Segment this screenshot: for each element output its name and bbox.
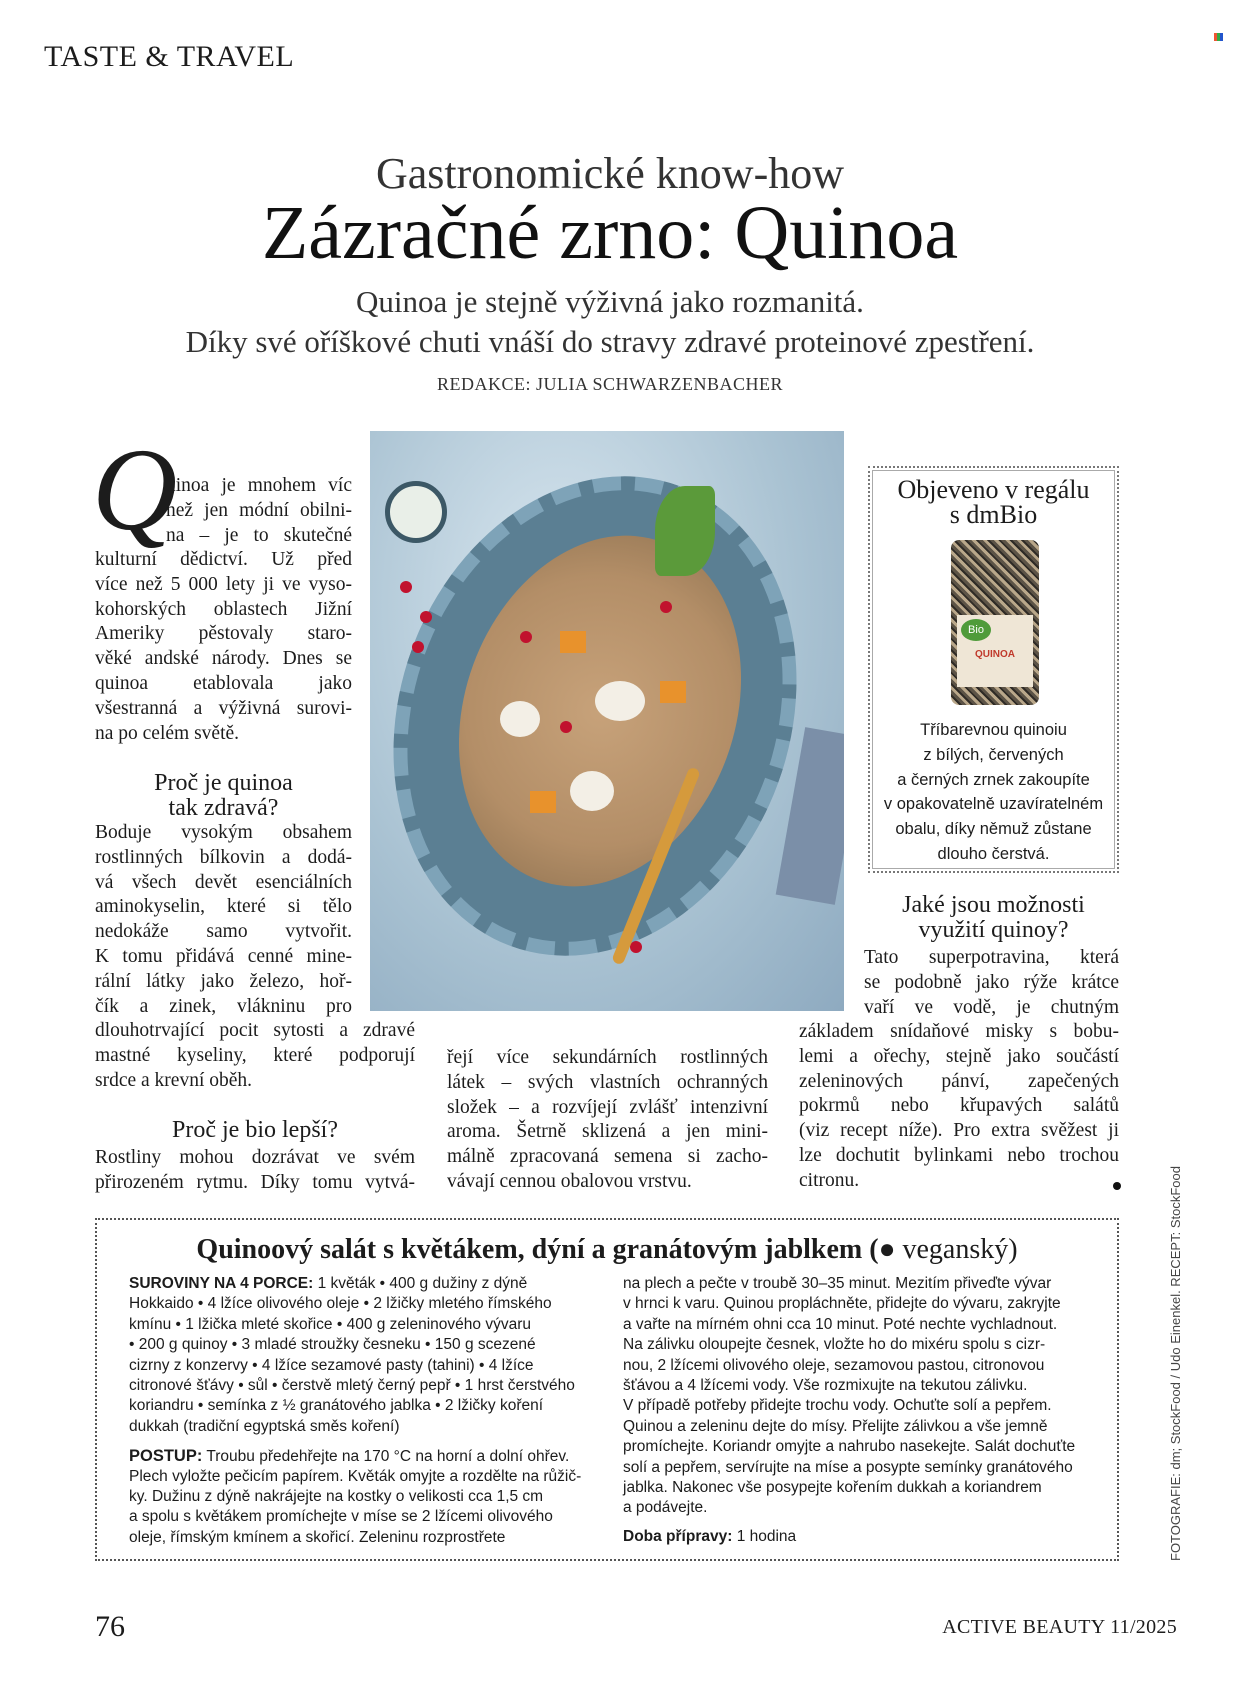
text-line: Proč je quinoa	[154, 770, 293, 796]
byline: REDAKCE: JULIA SCHWARZENBACHER	[436, 374, 783, 394]
text-line: vá všech devět esenciálních	[95, 871, 352, 893]
text-line: Boduje vysokým obsahem	[95, 822, 352, 843]
bio-badge: Bio	[961, 619, 991, 641]
ingredients-first-line	[129, 1274, 595, 1294]
text-line: dlouhotrvající pocit sytosti a zdravé	[95, 1020, 415, 1041]
text-line: Troubu předehřejte na 170 °C na horní a dolní ohřev.	[202, 1448, 570, 1466]
uses-paragraph-cont	[799, 1020, 1119, 1194]
text-line: 1 květák • 400 g dužiny z dýně	[313, 1275, 528, 1292]
text-line: šťávou a 4 lžícemi vody. Vše rozmixujte na tekutou zálivku.	[623, 1376, 1028, 1394]
text-line: Jaké jsou možnosti	[902, 892, 1085, 918]
product-label	[957, 615, 1033, 687]
method-cont-list	[623, 1274, 1089, 1519]
text-line: lemi a ořechy, stejně jako součástí	[799, 1045, 1119, 1067]
text-line: a podávejte.	[623, 1499, 708, 1517]
photo-credit: FOTOGRAFIE: dm; StockFood / Udo Einenkel. RECEPT: StockFood	[1168, 1166, 1183, 1561]
text-line: vaří ve vodě, je chutným	[864, 996, 1119, 1018]
text-line: Plech vyložte pečicím papírem. Květák omyjte a rozdělte na růžič-	[129, 1467, 582, 1485]
text-line: Na zálivku oloupejte česnek, vložte ho do mixéru spolu s cizr-	[623, 1336, 1046, 1354]
section-label: TASTE & TRAVEL	[44, 40, 295, 73]
method-first-line	[129, 1446, 595, 1466]
text-line: více než 5 000 lety ji ve vyso-	[95, 573, 352, 595]
text-line: pokrmů nebo křupavých salátů	[799, 1095, 1119, 1117]
text-line: na po celém světě.	[95, 722, 240, 744]
text-line: V případě potřeby přidejte trochu vody. Ochuťte solí a pepřem.	[623, 1397, 1052, 1415]
product-box-text	[870, 718, 1117, 867]
text-line: citronové šťávy • sůl • čerstvě mletý černý pepř • 1 hrst čerstvého	[129, 1376, 575, 1394]
text-line: Tato superpotravina, která	[864, 947, 1119, 968]
text-line: všestranná a výživná surovi-	[95, 697, 352, 719]
text-line: rální látky jako železo, hoř-	[95, 970, 352, 992]
text-line: tak zdravá?	[168, 794, 279, 821]
recipe-title-text: Quinoový salát s květákem, dýní a granátovým jablkem (	[196, 1234, 879, 1265]
ingredients-list	[129, 1294, 595, 1437]
text-line: základem snídaňové misky s bobu-	[799, 1021, 1119, 1042]
text-line: kohorských oblastech Jižní	[95, 598, 352, 620]
product-box-heading	[870, 477, 1117, 527]
health-paragraph-cont	[95, 1019, 415, 1093]
dropcap: Q	[92, 424, 178, 555]
text-line: promíchejte. Koriandr omyjte a nahrubo nasekejte. Salát dochuťte	[623, 1438, 1076, 1456]
text-line: a černých zrnek zakoupíte	[897, 770, 1090, 789]
text-line: srdce a krevní oběh.	[95, 1069, 253, 1091]
product-name: QUINOA	[975, 649, 1015, 660]
text-line: Ameriky pěstovaly staro-	[95, 623, 352, 645]
article-deck-2: Díky své oříškové chuti vnáší do stravy zdravé proteinové zpestření.	[185, 324, 1035, 359]
recipe-box	[95, 1218, 1119, 1561]
text-line: aroma. Šetrně sklizená a jen mini-	[447, 1121, 768, 1143]
text-line: Quinou a zeleninu dejte do mísy. Přelijte zálivkou a vše jemně	[623, 1417, 1048, 1435]
text-line: na – je to skutečné	[166, 524, 352, 546]
text-line: solí a pepřem, servírujte na míse a posypte semínky granátového	[623, 1458, 1073, 1476]
bio-paragraph-cont	[447, 1046, 768, 1195]
text-line: aminokyselin, které si tělo	[95, 896, 352, 918]
text-line: nedokáže samo vytvořit.	[95, 921, 352, 943]
text-line: čík a zinek, vlákninu pro	[95, 995, 352, 1017]
text-line: s dmBio	[949, 499, 1038, 529]
magazine-issue: ACTIVE BEAUTY 11/2025	[942, 1616, 1177, 1638]
method-label: POSTUP:	[129, 1447, 203, 1466]
text-line: kmínu • 1 lžička mleté skořice • 400 g zeleninového vývaru	[129, 1315, 531, 1333]
text-line: přirozeném rytmu. Díky tomu vytvá-	[95, 1171, 415, 1193]
lettuce-leaf	[655, 486, 715, 576]
cauliflower	[500, 701, 540, 737]
text-line: zeleninových pánví, zapečených	[799, 1070, 1119, 1092]
cauliflower	[595, 681, 645, 721]
text-line: jablka. Nakonec vše posypejte kořením dukkah a koriandrem	[623, 1478, 1042, 1496]
recipe-title	[97, 1234, 1117, 1266]
text-line: obalu, díky němuž zůstane	[895, 820, 1092, 839]
health-paragraph	[95, 821, 352, 1019]
pomegranate-seed	[400, 581, 412, 593]
text-line: K tomu přidává cenné mine-	[95, 945, 352, 967]
text-line: (viz recept níže). Pro extra svěžest ji	[799, 1120, 1119, 1142]
text-line: rostlinných bílkovin a dodá-	[95, 846, 352, 868]
text-line: v hrnci k varu. Quinou propláchněte, přidejte do vývaru, zakryjte	[623, 1295, 1061, 1313]
text-line: věké andské národy. Dnes se	[95, 648, 352, 670]
article-deck-1: Quinoa je stejně výživná jako rozmanitá.	[356, 284, 864, 319]
text-line: nou, 2 lžícemi olivového oleje, sezamovou pastou, citronovou	[623, 1356, 1045, 1374]
prep-time-value: 1 hodina	[732, 1527, 797, 1545]
quinoa-product-image	[951, 540, 1039, 705]
text-line: a vařte na mírném ohni cca 10 minut. Poté nechte vychladnout.	[623, 1315, 1058, 1333]
page-number: 76	[95, 1610, 125, 1643]
text-line: koriandru • semínka z ½ granátového jablka • 2 lžičky koření	[129, 1397, 544, 1415]
end-bullet	[1113, 1182, 1121, 1190]
text-line: citronu.	[799, 1169, 860, 1191]
text-line: v opakovatelně uzavíratelném	[883, 795, 1104, 814]
text-line: využití quinoy?	[918, 916, 1069, 943]
text-line: kulturní dědictví. Už před	[95, 549, 352, 570]
bio-paragraph	[95, 1146, 415, 1196]
pumpkin-piece	[560, 631, 586, 653]
intro-indented	[166, 474, 352, 548]
uses-paragraph	[864, 946, 1119, 1020]
text-line: vávají cennou obalovou vrstvu.	[447, 1170, 692, 1192]
article-kicker: Gastronomické know-how	[375, 149, 844, 198]
brand-mark-icon	[1214, 33, 1223, 41]
text-line: a spolu s květákem promíchejte v míse se 2 lžícemi olivového	[129, 1508, 553, 1526]
text-line: Rostliny mohou dozrávat ve svém	[95, 1147, 415, 1168]
page-title: Zázračné zrno: Quinoa	[261, 191, 959, 275]
ingredients	[129, 1274, 595, 1548]
dip-bowl	[385, 481, 447, 543]
diet-label: veganský)	[902, 1234, 1018, 1265]
section-heading-bio: Proč je bio lepší?	[172, 1117, 338, 1143]
text-line: mastné kyseliny, které podporují	[95, 1044, 415, 1066]
text-line: málně zpracovaná semena si zacho-	[447, 1146, 768, 1168]
text-line: quinoa etablovala jako	[95, 672, 352, 694]
text-line: Tříbarevnou quinoiu	[920, 721, 1067, 739]
text-line: cizrny z konzervy • 4 lžíce sezamové pasty (tahini) • 4 lžíce	[129, 1356, 534, 1374]
text-line: dlouho čerstvá.	[937, 844, 1050, 863]
quinoa-salad-photo	[370, 431, 844, 1011]
pumpkin-piece	[530, 791, 556, 813]
text-line: látek – svých vlastních ochranných	[447, 1071, 768, 1093]
prep-time	[623, 1527, 1089, 1547]
section-heading-health	[95, 771, 352, 821]
intro-paragraph	[95, 548, 352, 746]
text-line: se podobně jako rýže krátce	[864, 971, 1119, 993]
section-heading-uses	[868, 893, 1119, 943]
text-line: na plech a pečte v troubě 30–35 minut. Mezitím přiveďte vývar	[623, 1275, 1052, 1292]
text-line: z bílých, červených	[923, 745, 1064, 764]
text-line: řejí více sekundárních rostlinných	[447, 1047, 768, 1068]
method-cont	[623, 1274, 1089, 1547]
text-line: než jen módní obilni-	[166, 499, 352, 521]
text-line: oleje, římským kmínem a skořicí. Zeleninu rozprostřete	[129, 1528, 506, 1546]
text-line: • 200 g quinoy • 3 mladé stroužky česneku • 150 g scezené	[129, 1336, 536, 1354]
method-list	[129, 1467, 595, 1549]
ingredients-label: SUROVINY NA 4 PORCE:	[129, 1275, 314, 1292]
cauliflower	[570, 771, 614, 811]
text-line: Hokkaido • 4 lžíce olivového oleje • 2 lžičky mletého římského	[129, 1295, 552, 1313]
text-line: dukkah (tradiční egyptská směs koření)	[129, 1417, 400, 1435]
text-line: ky. Dužinu z dýně nakrájejte na kostky o velikosti cca 1,5 cm	[129, 1487, 544, 1505]
text-line: lze dochutit bylinkami nebo trochou	[799, 1144, 1119, 1166]
text-line: Objeveno v regálu	[897, 475, 1090, 504]
text-line: uinoa je mnohem víc	[166, 475, 352, 496]
prep-time-label: Doba přípravy:	[623, 1527, 733, 1545]
apple-icon: ●	[878, 1234, 896, 1265]
product-box	[868, 466, 1119, 873]
text-line: složek – a rozvíjejí zvlášť intenzivní	[447, 1096, 768, 1118]
pumpkin-piece	[660, 681, 686, 703]
